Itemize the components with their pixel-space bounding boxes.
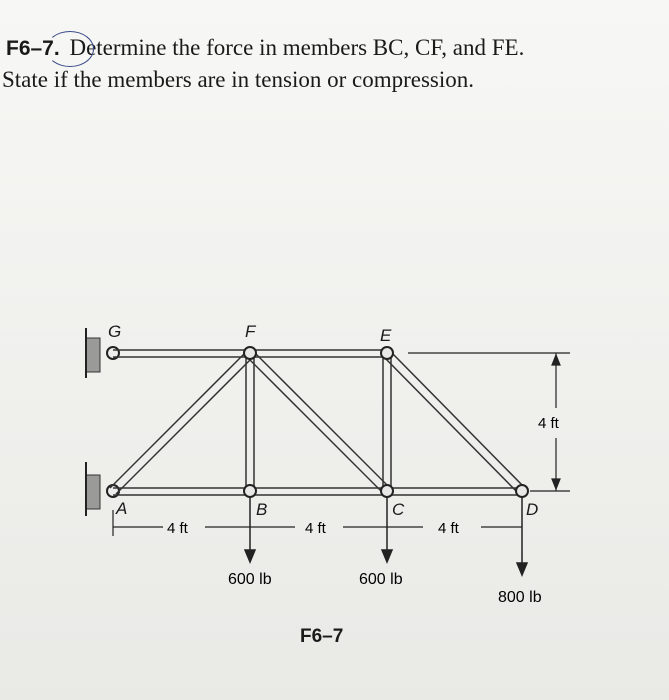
problem-number: F6–7. xyxy=(2,37,64,60)
member-FB xyxy=(246,354,254,491)
joint-C xyxy=(381,485,393,497)
span-label-2: 4 ft xyxy=(305,520,326,537)
problem-text-1: Determine the force in members BC, CF, and FE. xyxy=(69,35,525,60)
problem-line-2: State if the members are in tension or compression. xyxy=(2,67,475,92)
joint-E xyxy=(381,347,393,359)
joint-F xyxy=(244,347,256,359)
label-C: C xyxy=(392,500,405,519)
label-D: D xyxy=(526,500,539,519)
load-arrow-C xyxy=(382,497,392,562)
label-A: A xyxy=(116,499,128,518)
load-label-B: 600 lb xyxy=(228,571,272,588)
member-AB xyxy=(113,488,250,495)
wall-support-bottom xyxy=(86,462,119,516)
load-arrows xyxy=(245,497,527,575)
label-G: G xyxy=(108,322,122,341)
label-F: F xyxy=(245,322,256,341)
truss-members xyxy=(110,350,525,495)
joint-D xyxy=(516,485,528,497)
load-label-C: 600 lb xyxy=(359,571,403,588)
member-FE xyxy=(250,350,387,357)
load-arrow-B xyxy=(245,497,255,562)
member-FC xyxy=(247,351,390,494)
member-EC xyxy=(383,354,391,491)
span-label-1: 4 ft xyxy=(167,520,188,537)
span-label-3: 4 ft xyxy=(438,520,459,537)
load-label-D: 800 lb xyxy=(498,589,542,606)
label-B: B xyxy=(256,500,268,519)
member-AF xyxy=(110,351,253,494)
height-label: 4 ft xyxy=(538,415,559,432)
member-ED xyxy=(384,351,525,494)
member-CD xyxy=(387,488,522,495)
member-GF xyxy=(113,350,250,357)
truss-joints xyxy=(244,347,528,497)
joint-B xyxy=(244,485,256,497)
member-BC xyxy=(250,488,387,495)
figure-caption: F6–7 xyxy=(300,626,344,647)
label-E: E xyxy=(380,326,392,345)
